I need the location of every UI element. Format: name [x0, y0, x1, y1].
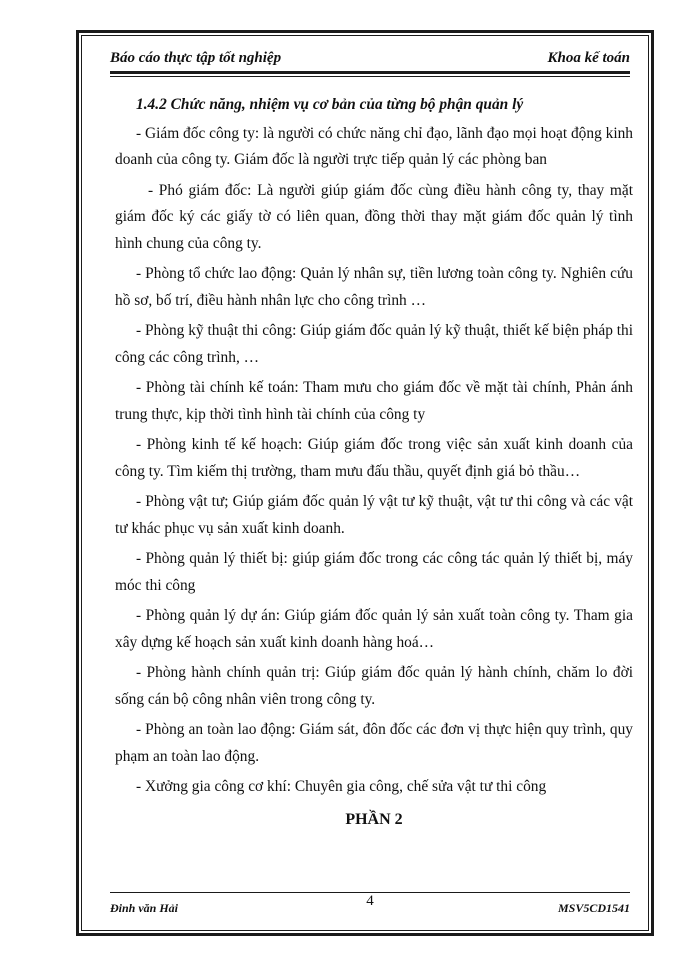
paragraph-equipment-dept: - Phòng quản lý thiết bị: giúp giám đốc trong các công tác quản lý thiết bị, máy móc thi công [115, 550, 633, 594]
paragraph-materials-dept: - Phòng vật tư; Giúp giám đốc quản lý vật tư kỹ thuật, vật tư thi công và các vật tư khác phục vụ sản xuất kinh doanh. [115, 493, 633, 537]
paragraph-safety-dept: - Phòng an toàn lao động: Giám sát, đôn đốc các đơn vị thực hiện quy trình, quy phạm an toàn lao động. [115, 721, 633, 765]
paragraph-technical-dept: - Phòng kỹ thuật thi công: Giúp giám đốc quản lý kỹ thuật, thiết kế biện pháp thi công các công trình, … [115, 322, 633, 366]
page-header [110, 50, 630, 72]
paragraph-admin-dept: - Phòng hành chính quản trị: Giúp giám đốc quản lý hành chính, chăm lo đời sống cán bộ công nhân viên trong công ty. [115, 664, 633, 708]
paragraph-mechanical-workshop: - Xưởng gia công cơ khí: Chuyên gia công, chế sửa vật tư thi công [136, 778, 547, 795]
header-rule-thin [110, 76, 630, 77]
header-department: Khoa kế toán [547, 50, 630, 66]
paragraph-finance-dept: - Phòng tài chính kế toán: Tham mưu cho giám đốc về mặt tài chính, Phản ánh trung thực, kịp thời tình hình tài chính của công ty [115, 379, 633, 423]
page-footer [110, 893, 630, 917]
header-rule [110, 71, 630, 74]
footer-student-id: MSV5CD1541 [557, 901, 630, 915]
header-report-title: Báo cáo thực tập tốt nghiệp [110, 50, 282, 66]
footer-author: Đinh văn Hải [110, 901, 179, 915]
paragraph-labor-dept: - Phòng tổ chức lao động: Quản lý nhân sự, tiền lương toàn công ty. Nghiên cứu hồ sơ, bố trí, điều hành nhân lực cho công trình … [115, 265, 633, 309]
paragraph-director: - Giám đốc công ty: là người có chức năng chỉ đạo, lãnh đạo mọi hoạt động kinh doanh của công ty. Giám đốc là người trực tiếp quản lý các phòng ban [115, 124, 633, 168]
section-title: 1.4.2 Chức năng, nhiệm vụ cơ bản của từng bộ phận quản lý [136, 96, 524, 113]
paragraph-planning-dept: - Phòng kinh tế kế hoạch: Giúp giám đốc trong việc sản xuất kinh doanh của công ty. Tìm kiếm thị trường, tham mưu đấu thầu, quyết định giá bỏ thầu… [115, 436, 633, 480]
page-number: 4 [366, 893, 374, 909]
part-title: PHẦN 2 [345, 810, 403, 828]
paragraph-vice-director: - Phó giám đốc: Là người giúp giám đốc cùng điều hành công ty, thay mặt giám đốc ký các giấy tờ có liên quan, đồng thời thay mặt giám đốc quản lý tình hình chung của công ty. [115, 181, 633, 252]
page-body [115, 92, 633, 833]
paragraph-project-dept: - Phòng quản lý dự án: Giúp giám đốc quản lý sản xuất toàn công ty. Tham gia xây dựng kế hoạch sản xuất kinh doanh hàng hoá… [115, 607, 633, 651]
